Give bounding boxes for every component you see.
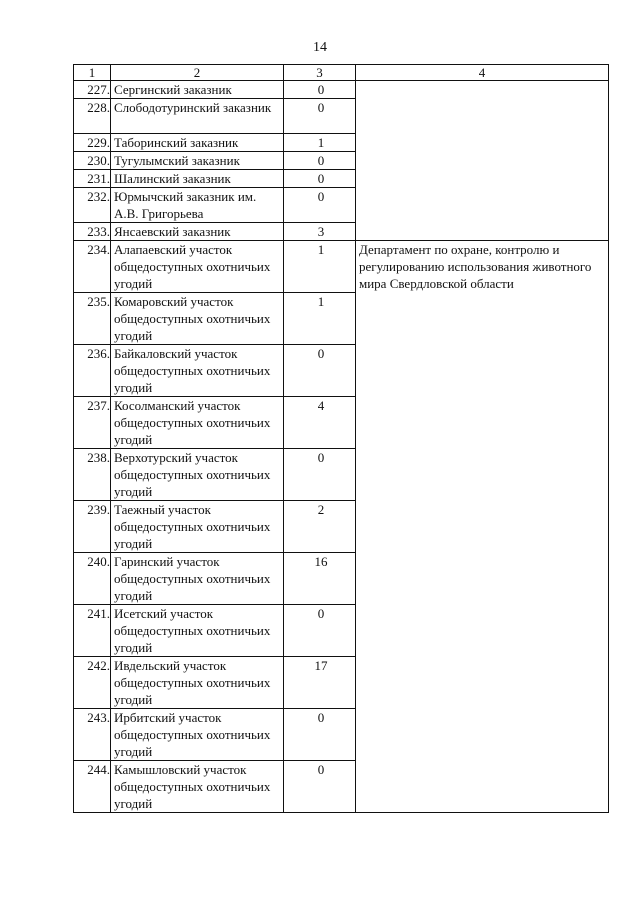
area-name: Ивдельский участок общедоступных охотничьих угодий <box>111 657 284 709</box>
count-value: 4 <box>284 397 356 449</box>
row-number: 244. <box>74 761 111 813</box>
row-number: 230. <box>74 152 111 170</box>
area-name: Слободотуринский заказник <box>111 99 284 134</box>
data-table <box>73 64 609 813</box>
row-number: 227. <box>74 81 111 99</box>
count-value: 3 <box>284 223 356 241</box>
count-value: 0 <box>284 709 356 761</box>
header-cell: 1 <box>74 65 111 81</box>
row-number: 234. <box>74 241 111 293</box>
count-value: 2 <box>284 501 356 553</box>
row-number: 229. <box>74 134 111 152</box>
row-number: 232. <box>74 188 111 223</box>
authority-text: Департамент по охране, контролю и регулированию использования животного мира Свердловской области <box>359 242 592 291</box>
count-value: 0 <box>284 345 356 397</box>
count-value: 1 <box>284 241 356 293</box>
table-row <box>74 81 609 99</box>
row-number: 243. <box>74 709 111 761</box>
area-name: Таежный участок общедоступных охотничьих угодий <box>111 501 284 553</box>
row-number: 237. <box>74 397 111 449</box>
area-name: Тугулымский заказник <box>111 152 284 170</box>
area-name: Шалинский заказник <box>111 170 284 188</box>
row-number: 231. <box>74 170 111 188</box>
header-cell: 2 <box>111 65 284 81</box>
count-value: 17 <box>284 657 356 709</box>
authority-cell <box>356 241 609 813</box>
count-value: 0 <box>284 81 356 99</box>
header-cell: 3 <box>284 65 356 81</box>
area-name: Верхотурский участок общедоступных охотничьих угодий <box>111 449 284 501</box>
row-number: 239. <box>74 501 111 553</box>
row-number: 235. <box>74 293 111 345</box>
count-value: 0 <box>284 605 356 657</box>
row-number: 242. <box>74 657 111 709</box>
count-value: 1 <box>284 293 356 345</box>
count-value: 0 <box>284 188 356 223</box>
count-value: 0 <box>284 152 356 170</box>
area-name: Янсаевский заказник <box>111 223 284 241</box>
count-value: 0 <box>284 449 356 501</box>
table-row <box>74 241 609 293</box>
count-value: 0 <box>284 761 356 813</box>
area-name: Алапаевский участок общедоступных охотничьих угодий <box>111 241 284 293</box>
area-name: Камышловский участок общедоступных охотничьих угодий <box>111 761 284 813</box>
area-name: Исетский участок общедоступных охотничьих угодий <box>111 605 284 657</box>
area-name: Сергинский заказник <box>111 81 284 99</box>
table-header-row <box>74 65 609 81</box>
area-name: Гаринский участок общедоступных охотничьих угодий <box>111 553 284 605</box>
count-value: 16 <box>284 553 356 605</box>
row-number: 241. <box>74 605 111 657</box>
area-name: Ирбитский участок общедоступных охотничьих угодий <box>111 709 284 761</box>
area-name: Комаровский участок общедоступных охотничьих угодий <box>111 293 284 345</box>
count-value: 0 <box>284 170 356 188</box>
area-name: Косолманский участок общедоступных охотничьих угодий <box>111 397 284 449</box>
row-number: 228. <box>74 99 111 134</box>
area-name: Юрмычский заказник им. А.В. Григорьева <box>111 188 284 223</box>
row-number: 233. <box>74 223 111 241</box>
area-name: Таборинский заказник <box>111 134 284 152</box>
row-number: 236. <box>74 345 111 397</box>
page-number: 14 <box>313 40 327 55</box>
area-name: Байкаловский участок общедоступных охотничьих угодий <box>111 345 284 397</box>
header-cell: 4 <box>356 65 609 81</box>
count-value: 1 <box>284 134 356 152</box>
row-number: 240. <box>74 553 111 605</box>
count-value: 0 <box>284 99 356 134</box>
row-number: 238. <box>74 449 111 501</box>
empty-authority-cell <box>356 81 609 241</box>
